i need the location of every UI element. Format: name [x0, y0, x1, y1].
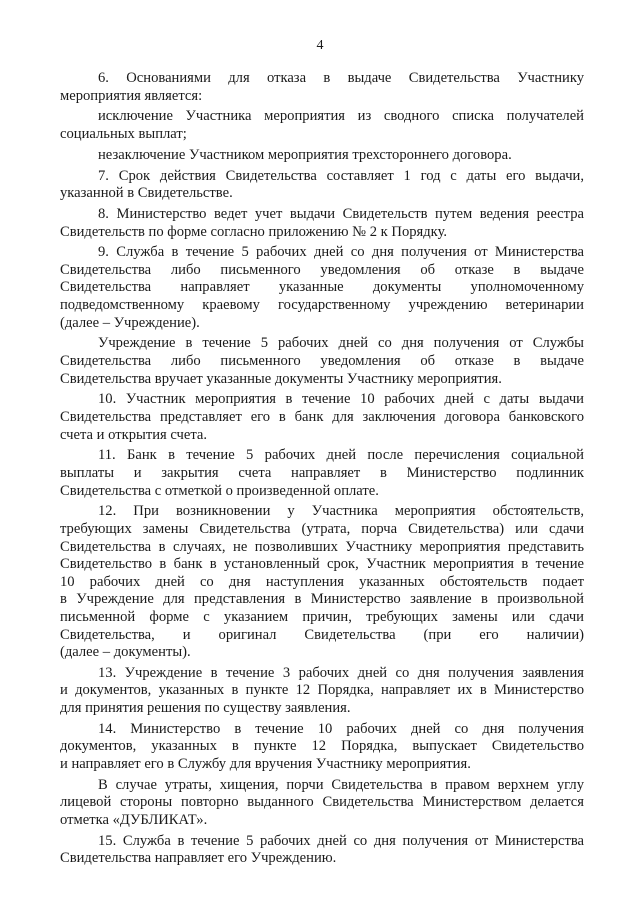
document-body — [60, 70, 584, 871]
paragraph-line: в Учреждение для представления в Министерство заявление в произвольной — [60, 591, 584, 608]
paragraph — [60, 168, 584, 203]
paragraph-line: Свидетельства вручает указанные документы Участнику мероприятия. — [60, 370, 502, 387]
paragraph-line: 10 рабочих дней со дня наступления указанных обстоятельств подает — [60, 573, 584, 590]
paragraph-line: письменной форме с указанием причин, требующих замены или сдачи — [60, 608, 584, 625]
paragraph — [60, 147, 584, 165]
paragraph-line: требующих замены Свидетельства (утрата, порча Свидетельства) или сдачи — [60, 520, 584, 537]
paragraph-line: Свидетельства, и оригинал Свидетельства (при его наличии) — [60, 626, 584, 643]
paragraph-line: Свидетельства с отметкой о произведенной оплате. — [60, 482, 379, 499]
paragraph-line: Свидетельства направляет его Учреждению. — [60, 850, 337, 867]
paragraph — [60, 244, 584, 332]
paragraph-line: лицевой стороны повторно выданного Свидетельства Министерством делается — [60, 794, 584, 811]
paragraph-line: счета и открытия счета. — [60, 426, 208, 443]
paragraph-line: 11. Банк в течение 5 рабочих дней после перечисления социальной — [98, 447, 584, 464]
paragraph-line: для принятия решения по существу заявления. — [60, 700, 351, 717]
paragraph-line: 7. Срок действия Свидетельства составляет 1 год с даты его выдачи, — [98, 167, 584, 184]
paragraph-line: Свидетельства либо письменного уведомления об отказе в выдаче — [60, 353, 584, 370]
paragraph-line: 14. Министерство в течение 10 рабочих дней со дня получения — [98, 720, 584, 737]
paragraph — [60, 665, 584, 718]
paragraph-line: Учреждение в течение 5 рабочих дней со дня получения от Службы — [98, 335, 584, 352]
paragraph-line: указанной в Свидетельстве. — [60, 185, 233, 202]
page-number: 4 — [316, 38, 324, 53]
paragraph-line: Свидетельства представляет его в банк для заключения договора банковского — [60, 409, 584, 425]
paragraph-line: 6. Основаниями для отказа в выдаче Свидетельства Участнику — [98, 70, 584, 86]
paragraph-line: Свидетельств по форме согласно приложению № 2 к Порядку. — [60, 223, 448, 240]
paragraph-line: Свидетельство в банк в установленный срок, Участник мероприятия в течение — [60, 556, 584, 573]
paragraph-line: 15. Служба в течение 5 рабочих дней со дня получения от Министерства — [98, 832, 584, 849]
paragraph-line: 10. Участник мероприятия в течение 10 рабочих дней с даты выдачи — [98, 391, 584, 408]
paragraph-line: мероприятия является: — [60, 87, 203, 104]
paragraph — [60, 108, 584, 143]
paragraph — [60, 777, 584, 830]
paragraph — [60, 447, 584, 500]
paragraph-line: Свидетельства в случаях, не позволивших Участнику мероприятия представить — [60, 538, 584, 555]
paragraph-line: Свидетельства направляет указанные документы уполномоченному — [60, 279, 584, 296]
paragraph-line: отметка «ДУБЛИКАТ». — [60, 812, 208, 828]
paragraph — [60, 503, 584, 661]
paragraph-line: (далее – Учреждение). — [60, 314, 200, 331]
paragraph — [60, 833, 584, 868]
paragraph — [60, 391, 584, 444]
paragraph-line: (далее – документы). — [60, 644, 191, 661]
paragraph — [60, 335, 584, 388]
paragraph — [60, 721, 584, 774]
paragraph-line: и направляет его в Службу для вручения Участнику мероприятия. — [60, 756, 471, 773]
paragraph-line: 12. При возникновении у Участника мероприятия обстоятельств, — [98, 503, 584, 520]
paragraph-line: В случае утраты, хищения, порчи Свидетельства в правом верхнем углу — [98, 776, 584, 793]
paragraph — [60, 70, 584, 105]
paragraph — [60, 206, 584, 241]
paragraph-line: 8. Министерство ведет учет выдачи Свидетельств путем ведения реестра — [98, 205, 584, 222]
paragraph-line: выплаты и закрытия счета направляет в Министерство подлинник — [60, 464, 584, 481]
paragraph-line: 9. Служба в течение 5 рабочих дней со дня получения от Министерства — [98, 244, 584, 261]
paragraph-line: исключение Участника мероприятия из сводного списка получателей — [98, 108, 584, 125]
paragraph-line: документов, указанных в пункте 12 Порядка, выпускает Свидетельство — [60, 738, 584, 755]
paragraph-line: и документов, указанных в пункте 12 Порядка, направляет их в Министерство — [60, 682, 584, 699]
paragraph-line: незаключение Участником мероприятия трехстороннего договора. — [98, 146, 512, 163]
paragraph-line: социальных выплат; — [60, 125, 187, 142]
paragraph-line: Свидетельства либо письменного уведомления об отказе в выдаче — [60, 261, 584, 278]
paragraph-line: подведомственному краевому государственному учреждению ветеринарии — [60, 297, 584, 314]
paragraph-line: 13. Учреждение в течение 3 рабочих дней со дня получения заявления — [98, 664, 584, 681]
